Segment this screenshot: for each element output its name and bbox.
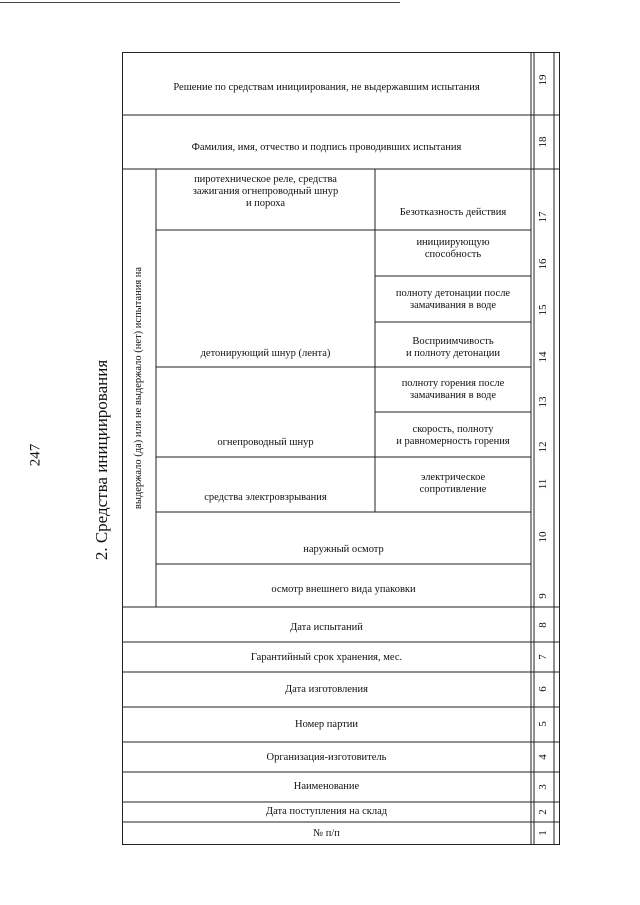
- page-top-rule: [0, 2, 400, 3]
- col14-label: Восприимчивость и полноту детонации: [405, 336, 501, 359]
- col-num-1: 1: [537, 830, 549, 836]
- col17-label: Безотказность действия: [399, 207, 507, 218]
- col-num-8: 8: [537, 622, 549, 628]
- col15-label: полноту детонации после замачивания в воде: [395, 288, 511, 311]
- group1-label: средства электровзрывания: [204, 492, 327, 503]
- col18-label: Фамилия, имя, отчество и подпись проводивших испытания: [191, 142, 462, 153]
- col11-label: электрическое сопротивление: [419, 472, 487, 495]
- group4-label: пиротехническое реле, средства зажигания огнепроводный шнур и пороха: [192, 174, 339, 209]
- col8-label: Дата испытаний: [290, 622, 363, 633]
- col-num-3: 3: [537, 784, 549, 790]
- col-num-16: 16: [537, 258, 549, 270]
- col5-label: Номер партии: [294, 719, 359, 730]
- col-num-7: 7: [537, 654, 549, 660]
- col7-label: Гарантийный срок хранения, мес.: [250, 652, 403, 663]
- col-num-6: 6: [537, 686, 549, 692]
- col-num-13: 13: [537, 396, 549, 408]
- col-num-9: 9: [537, 593, 549, 599]
- col-num-11: 11: [537, 478, 549, 490]
- register-table: [122, 52, 560, 845]
- col12-label: скорость, полноту и равномерность горения: [396, 424, 510, 447]
- page-number: 247: [27, 443, 44, 467]
- col-num-15: 15: [537, 304, 549, 316]
- col-num-14: 14: [537, 351, 549, 363]
- group3-label: детонирующий шнур (лента): [200, 348, 331, 359]
- col1-label: № п/п: [313, 828, 340, 839]
- col16-label: инициирующую способность: [416, 237, 490, 260]
- col-num-12: 12: [537, 441, 549, 453]
- col2-label: Дата поступления на склад: [265, 806, 388, 817]
- col6-label: Дата изготовления: [285, 684, 368, 695]
- col3-label: Наименование: [293, 781, 360, 792]
- col-num-10: 10: [537, 531, 549, 543]
- col10-label: наружный осмотр: [303, 544, 384, 555]
- group2-label: огнепроводный шнур: [217, 437, 314, 448]
- col-num-4: 4: [537, 754, 549, 760]
- col-num-2: 2: [537, 809, 549, 815]
- col4-label: Организация-изготовитель: [266, 752, 387, 763]
- section-title: 2. Средства инициирования: [92, 359, 111, 561]
- col-num-18: 18: [537, 136, 549, 148]
- col13-label: полноту горения после замачивания в воде: [401, 378, 505, 401]
- col-num-17: 17: [537, 211, 549, 223]
- col9-label: осмотр внешнего вида упаковки: [271, 584, 416, 595]
- col-num-19: 19: [537, 74, 549, 86]
- col19-label: Решение по средствам инициирования, не выдержавшим испытания: [173, 82, 480, 93]
- col-num-5: 5: [537, 721, 549, 727]
- group-header: выдержало (да) или не выдержало (нет) испытания на: [133, 266, 144, 510]
